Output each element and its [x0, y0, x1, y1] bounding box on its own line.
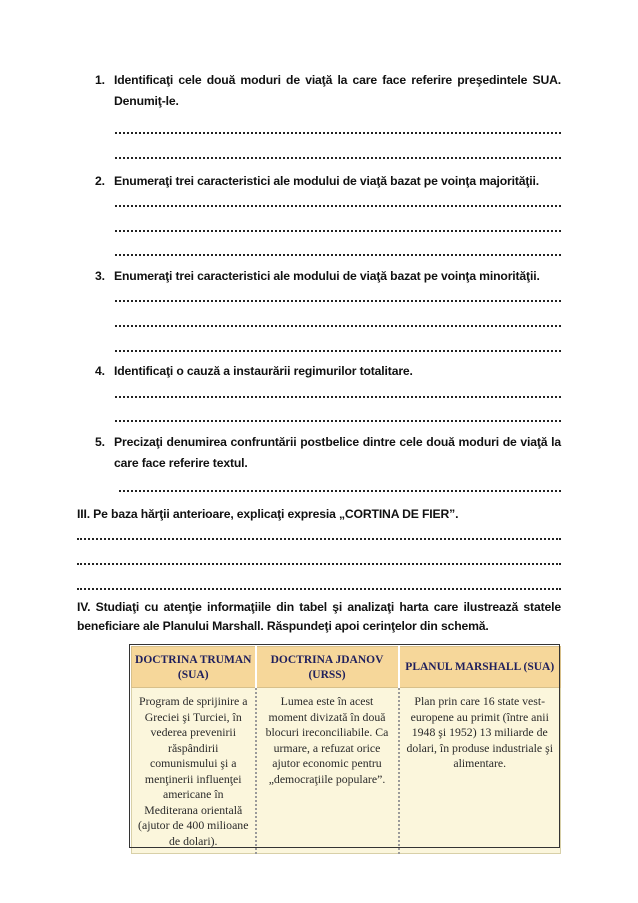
- answer-line[interactable]: [115, 325, 561, 327]
- doctrines-table: [131, 646, 561, 854]
- question-text: Identificaţi cele două moduri de viaţă la care face referire preşedintele SUA. Denumiţ-le.: [114, 73, 561, 108]
- question-4: [95, 361, 561, 382]
- cell-jdanov: Lumea este în acest moment divizată în două blocuri ireconciliabile. Ca urmare, a refuzat orice ajutor economic pentru „democraţiile populare”.: [256, 688, 399, 854]
- answer-line[interactable]: [77, 588, 561, 590]
- answer-line[interactable]: [115, 300, 561, 302]
- header-jdanov: DOCTRINA JDANOV (URSS): [256, 647, 399, 688]
- table-row: [132, 688, 561, 854]
- answer-line[interactable]: [115, 132, 561, 134]
- cell-truman: Program de sprijinire a Greciei şi Turciei, în vederea prevenirii răspândirii comunismului şi a menţinerii influenţei americane în Mediterana orientală (ajutor de 400 milioane de dolari).: [132, 688, 256, 854]
- question-3: [95, 266, 561, 287]
- answer-line[interactable]: [115, 157, 561, 159]
- question-text: Enumeraţi trei caracteristici ale modului de viaţă bazat pe voinţa majorităţii.: [114, 174, 540, 188]
- question-5: [95, 432, 561, 474]
- answer-line[interactable]: [119, 490, 561, 492]
- question-1: [95, 70, 561, 112]
- cell-marshall: Plan prin care 16 state vest-europene au primit (între anii 1948 şi 1952) 13 miliarde de dolari, în produse industriale şi alimentare.: [399, 688, 561, 854]
- header-truman: DOCTRINA TRUMAN (SUA): [132, 647, 256, 688]
- header-marshall: PLANUL MARSHALL (SUA): [399, 647, 561, 688]
- answer-line[interactable]: [115, 350, 561, 352]
- table-header-row: [132, 647, 561, 688]
- question-text: Identificaţi o cauză a instaurării regimurilor totalitare.: [114, 364, 413, 378]
- section-iv-heading: IV. Studiaţi cu atenţie informaţiile din tabel şi analizaţi harta care ilustrează statele beneficiare ale Planului Marshall. Răspundeţi apoi cerinţelor din schemă.: [77, 600, 561, 633]
- answer-line[interactable]: [77, 563, 561, 565]
- question-number: 2.: [95, 174, 105, 188]
- question-number: 4.: [95, 364, 105, 378]
- question-2: [95, 171, 561, 192]
- question-number: 1.: [95, 73, 105, 87]
- answer-line[interactable]: [115, 420, 561, 422]
- question-number: 3.: [95, 269, 105, 283]
- question-text: Enumeraţi trei caracteristici ale modului de viaţă bazat pe voinţa minorităţii.: [114, 269, 540, 283]
- answer-line[interactable]: [115, 205, 561, 207]
- answer-line[interactable]: [115, 396, 561, 398]
- section-iii-heading: III. Pe baza hărţii anterioare, explicaţi expresia „CORTINA DE FIER”.: [77, 507, 459, 521]
- question-number: 5.: [95, 435, 105, 449]
- answer-line[interactable]: [77, 538, 561, 540]
- answer-line[interactable]: [115, 254, 561, 256]
- question-text: Precizaţi denumirea confruntării postbelice dintre cele două moduri de viaţă la care face referire textul.: [114, 435, 561, 470]
- answer-line[interactable]: [115, 230, 561, 232]
